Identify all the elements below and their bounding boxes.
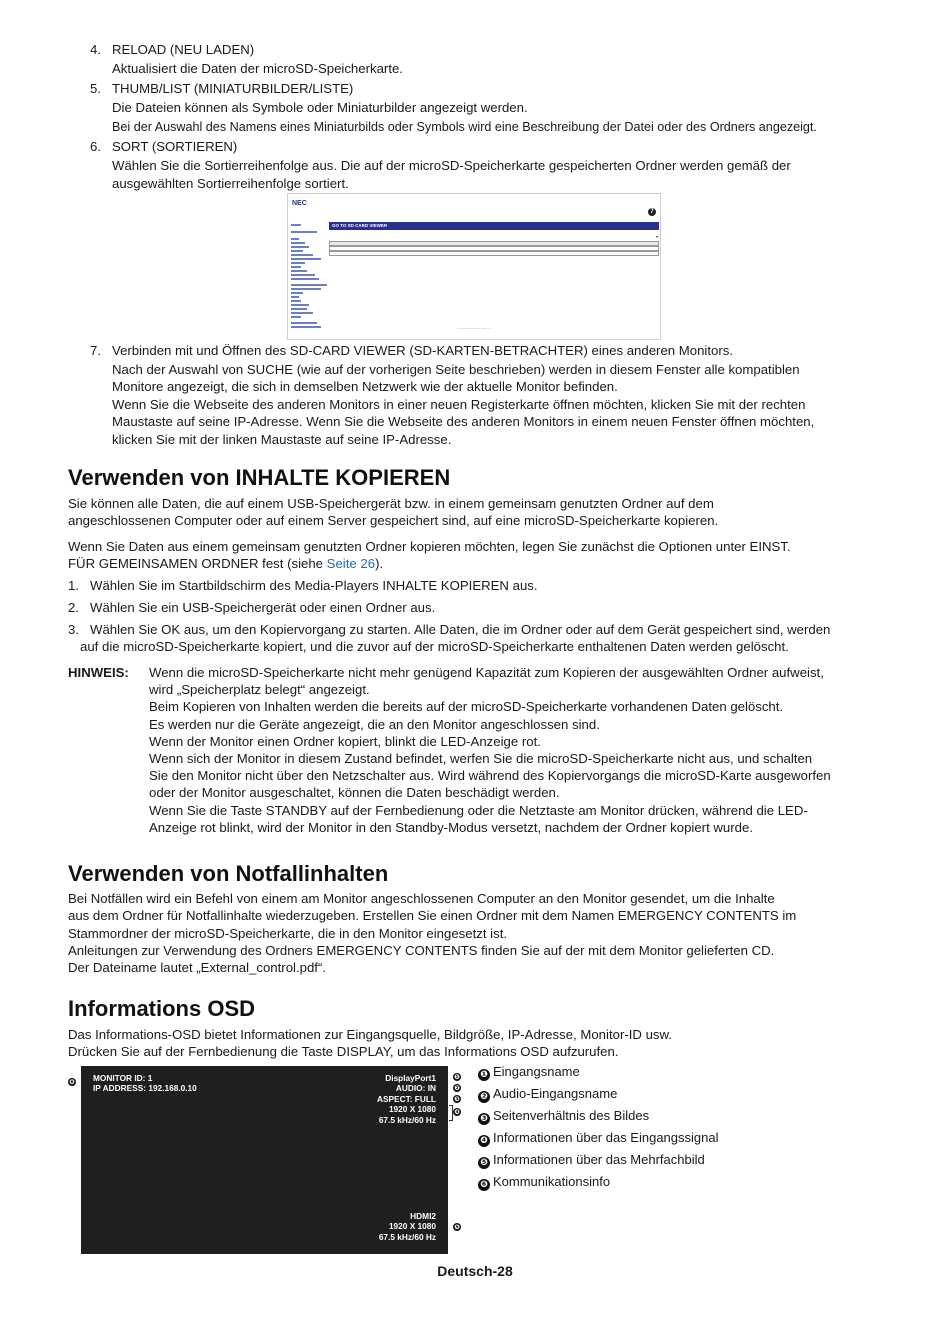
legend-item (478, 1086, 617, 1102)
page-link[interactable]: Seite 26 (326, 556, 376, 571)
paragraph-text: FÜR GEMEINSAMEN ORDNER fest (siehe (68, 556, 327, 571)
legend-badge-icon: ❻ (478, 1179, 490, 1191)
hint-line: Es werden nur die Geräte angezeigt, die an den Monitor angeschlossen sind. (149, 717, 600, 732)
step-text: auf die microSD-Speicherkarte kopiert, und die zuvor auf der microSD-Speicherkarte enthaltenen Daten werden gelöscht. (80, 639, 789, 654)
callout-6-icon: ❻ (69, 1078, 75, 1086)
hint-line: Beim Kopieren von Inhalten werden die bereits auf der microSD-Speicherkarte vorhandenen Daten gelöscht. (149, 699, 784, 714)
screenshot-copyright: ····························· (457, 327, 491, 331)
osd-communication-info (93, 1073, 197, 1094)
osd-frequency: 67.5 kHz/60 Hz (378, 1114, 436, 1125)
paragraph-line: Anleitungen zur Verwendung des Ordners EMERGENCY CONTENTS finden Sie auf der mit dem Monitor gelieferten CD. (68, 943, 775, 958)
list-item-text: Nach der Auswahl von SUCHE (wie auf der vorherigen Seite beschrieben) werden in diesem Fenster alle kompatiblen (112, 362, 800, 377)
legend-text: Seitenverhältnis des Bildes (493, 1108, 650, 1123)
osd-input-info (377, 1073, 436, 1125)
osd-resolution: 1920 X 1080 (388, 1104, 436, 1115)
hint-line: oder der Monitor ausgeschaltet, können die Daten beschädigt werden. (149, 785, 560, 800)
step-text: Wählen Sie ein USB-Speichergerät oder einen Ordner aus. (90, 600, 436, 615)
paragraph-text: ). (375, 556, 384, 571)
callout-4-icon: ❹ (454, 1108, 460, 1116)
section-heading: Informations OSD (68, 996, 256, 1021)
osd-sub-resolution: 1920 X 1080 (388, 1221, 436, 1232)
legend-text: Eingangsname (493, 1064, 580, 1079)
legend-item (478, 1130, 718, 1146)
osd-sub-frequency: 67.5 kHz/60 Hz (378, 1231, 436, 1242)
paragraph-line: Der Dateiname lautet „External_control.pdf“. (68, 960, 327, 975)
legend-item (478, 1064, 580, 1080)
legend-badge-icon: ❶ (478, 1069, 490, 1081)
list-number: 5. (90, 81, 101, 96)
hint-line: Wenn sich der Monitor in diesem Zustand befindet, werfen Sie die microSD-Speicherkarte nicht aus, und schalten (149, 751, 813, 766)
legend-badge-icon: ❸ (478, 1113, 490, 1125)
step-number: 1. (68, 578, 79, 593)
step-number: 2. (68, 600, 79, 615)
osd-ip-address: IP ADDRESS: 192.168.0.10 (93, 1083, 197, 1094)
legend-text: Informationen über das Mehrfachbild (493, 1152, 705, 1167)
nec-logo: NEC (292, 200, 307, 207)
list-number: 4. (90, 42, 101, 57)
osd-input-name: DisplayPort1 (385, 1073, 436, 1083)
list-item-title: THUMB/LIST (MINIATURBILDER/LISTE) (112, 81, 354, 96)
screenshot-selector: ▾ (655, 234, 658, 239)
callout-5-icon: ❺ (454, 1223, 460, 1231)
page-footer: Deutsch-28 (437, 1263, 513, 1279)
paragraph-line (68, 555, 383, 572)
step-text: Wählen Sie OK aus, um den Kopiervorgang zu starten. Alle Daten, die im Ordner oder auf dem Gerät gespeichert sind, werden (90, 622, 831, 637)
list-item-text: Wenn Sie die Webseite des anderen Monitors in einer neuen Registerkarte öffnen möchten, klicken Sie mit der rechten (112, 397, 806, 412)
list-item-title: Verbinden mit und Öffnen des SD-CARD VIEWER (SD-KARTEN-BETRACHTER) eines anderen Monitors. (112, 343, 734, 358)
paragraph-line: aus dem Ordner für Notfallinhalte wiederzugeben. Erstellen Sie einen Ordner mit dem Namen EMERGENCY CONTENTS im (68, 908, 797, 923)
legend-item (478, 1174, 610, 1190)
list-item-text: Maustaste auf seine IP-Adresse. Wenn Sie die Webseite des anderen Monitors in einem neuen Fenster öffnen möchten, (112, 414, 815, 429)
list-item-title: SORT (SORTIEREN) (112, 139, 238, 154)
information-osd-screen (81, 1066, 448, 1254)
callout-3-icon: ❸ (454, 1095, 460, 1103)
osd-monitor-id: MONITOR ID: 1 (93, 1073, 153, 1083)
paragraph-line: Das Informations-OSD bietet Informationen zur Eingangsquelle, Bildgröße, IP-Adresse, Monitor-ID usw. (68, 1027, 672, 1042)
callout-1-icon: ❶ (454, 1073, 460, 1081)
list-item-text: Die Dateien können als Symbole oder Miniaturbilder angezeigt werden. (112, 100, 528, 115)
sd-card-viewer-screenshot (287, 193, 661, 340)
list-item-title: RELOAD (NEU LADEN) (112, 42, 255, 57)
hint-line: Sie den Monitor nicht über den Netzschalter aus. Wird während des Kopiervorgangs die microSD-Karte ausgeworfen (149, 768, 831, 783)
list-item-text: klicken Sie mit der linken Maustaste auf seine IP-Adresse. (112, 432, 452, 447)
legend-badge-icon: ❷ (478, 1091, 490, 1103)
hint-label: HINWEIS: (68, 665, 129, 680)
osd-aspect: ASPECT: FULL (377, 1093, 436, 1104)
screenshot-title-bar: GO TO SD CARD VIEWER (329, 222, 659, 230)
legend-text: Audio-Eingangsname (493, 1086, 618, 1101)
list-item-text: Bei der Auswahl des Namens eines Miniaturbilds oder Symbols wird eine Beschreibung der Datei oder des Ordners angezeigt. (112, 120, 817, 134)
hint-line: Wenn die microSD-Speicherkarte nicht mehr genügend Kapazität zum Kopieren der ausgewählten Ordner aufweist, (149, 665, 824, 680)
list-number: 6. (90, 139, 101, 154)
hint-line: Anzeige rot blinkt, wird der Monitor in den Standby-Modus versetzt, nachdem der Ordner kopiert wurde. (149, 820, 753, 835)
osd-multi-picture-info (379, 1211, 436, 1242)
section-heading: Verwenden von INHALTE KOPIEREN (68, 465, 451, 490)
hint-line: Wenn Sie die Taste STANDBY auf der Fernbedienung oder die Netztaste am Monitor drücken, während die LED- (149, 803, 808, 818)
osd-sub-input-name: HDMI2 (410, 1211, 436, 1221)
callout-badge: 7 (648, 208, 656, 216)
paragraph-line: angeschlossenen Computer oder auf einem Server gespeichert sind, auf eine microSD-Speicherkarte kopieren. (68, 513, 719, 528)
section-heading: Verwenden von Notfallinhalten (68, 861, 389, 886)
legend-text: Kommunikationsinfo (493, 1174, 611, 1189)
legend-badge-icon: ❹ (478, 1135, 490, 1147)
paragraph-line: Wenn Sie Daten aus einem gemeinsam genutzten Ordner kopieren möchten, legen Sie zunächst die Optionen unter EINST. (68, 539, 791, 554)
legend-item (478, 1152, 705, 1168)
legend-text: Informationen über das Eingangssignal (493, 1130, 719, 1145)
paragraph-line: Bei Notfällen wird ein Befehl von einem am Monitor angeschlossenen Computer an den Monitor gesendet, um die Inhalte (68, 891, 775, 906)
list-item-text: Monitore angezeigt, die sich in demselben Netzwerk wie der aktuelle Monitor befinden. (112, 379, 618, 394)
callout-2-icon: ❷ (454, 1084, 460, 1092)
legend-badge-icon: ❺ (478, 1157, 490, 1169)
step-text: Wählen Sie im Startbildschirm des Media-Players INHALTE KOPIEREN aus. (90, 578, 538, 593)
osd-audio-input: AUDIO: IN (395, 1083, 436, 1094)
list-number: 7. (90, 343, 101, 358)
list-item-text: Wählen Sie die Sortierreihenfolge aus. Die auf der microSD-Speicherkarte gespeicherten Ordner werden gemäß der (112, 158, 791, 173)
list-item-text: Aktualisiert die Daten der microSD-Speicherkarte. (112, 61, 403, 76)
table-row (329, 251, 659, 256)
list-item-text: ausgewählten Sortierreihenfolge sortiert. (112, 176, 349, 191)
paragraph-line: Drücken Sie auf der Fernbedienung die Taste DISPLAY, um das Informations OSD aufzurufen. (68, 1044, 619, 1059)
step-number: 3. (68, 622, 79, 637)
paragraph-line: Stammordner der microSD-Speicherkarte, die in den Monitor eingesetzt ist. (68, 926, 508, 941)
legend-item (478, 1108, 649, 1124)
hint-line: Wenn der Monitor einen Ordner kopiert, blinkt die LED-Anzeige rot. (149, 734, 541, 749)
paragraph-line: Sie können alle Daten, die auf einem USB-Speichergerät bzw. in einem gemeinsam genutzten Ordner auf dem (68, 496, 714, 511)
hint-line: wird „Speicherplatz belegt“ angezeigt. (149, 682, 370, 697)
